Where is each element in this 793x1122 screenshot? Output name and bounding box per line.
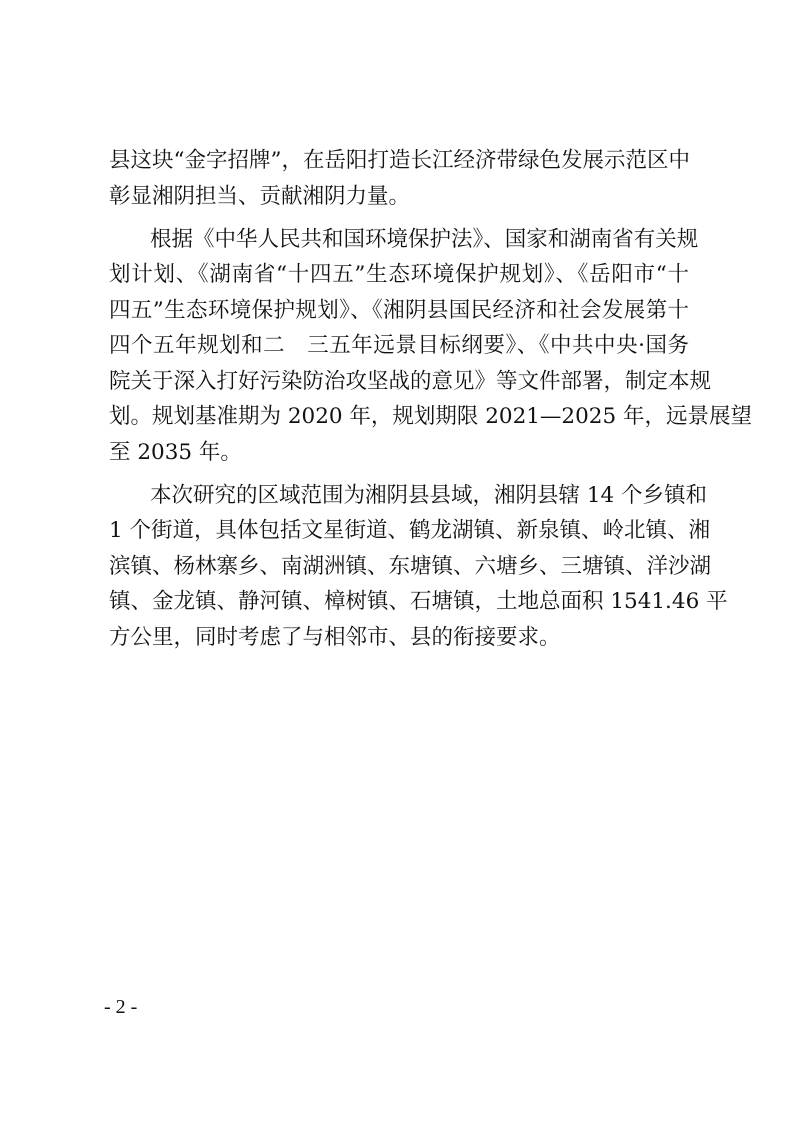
- text-line: 四个五年规划和二 三五年远景目标纲要》、《中共中央·国务: [109, 333, 689, 358]
- text-line: 滨镇、杨林寨乡、南湖洲镇、东塘镇、六塘乡、三塘镇、洋沙湖: [109, 553, 712, 579]
- text-line: 至 2035 年。: [109, 439, 242, 465]
- text-line: 四五”生态环境保护规划》、《湘阴县国民经济和社会发展第十: [109, 297, 689, 323]
- text-line: 根据《中华人民共和国环境保护法》、国家和湖南省有关规: [150, 226, 699, 252]
- text-line: 本次研究的区域范围为湘阴县县域，湘阴县辖 14 个乡镇和: [150, 482, 708, 508]
- text-line: 划。规划基准期为 2020 年，规划期限 2021—2025 年，远景展望: [109, 404, 752, 429]
- document-body: [109, 143, 752, 663]
- text-line: 院关于深入打好污染防治攻坚战的意见》等文件部署，制定本规: [109, 368, 712, 394]
- text-line: 县这块“金字招牌”，在岳阳打造长江经济带绿色发展示范区中: [109, 148, 690, 173]
- paragraph-2: [109, 222, 752, 471]
- text-line: 镇、金龙镇、静河镇、樟树镇、石塘镇，土地总面积 1541.46 平: [109, 589, 728, 614]
- paragraph-3: [109, 478, 728, 656]
- text-line: 彰显湘阴担当、贡献湘阴力量。: [109, 183, 411, 209]
- paragraph-1: [109, 143, 689, 214]
- text-line: 方公里，同时考虑了与相邻市、县的衔接要求。: [109, 624, 561, 650]
- text-line: 1 个街道，具体包括文星街道、鹤龙湖镇、新泉镇、岭北镇、湘: [109, 518, 711, 543]
- text-line: 划计划、《湖南省“十四五”生态环境保护规划》、《岳阳市“十: [109, 262, 689, 287]
- page-number: - 2 -: [104, 996, 138, 1018]
